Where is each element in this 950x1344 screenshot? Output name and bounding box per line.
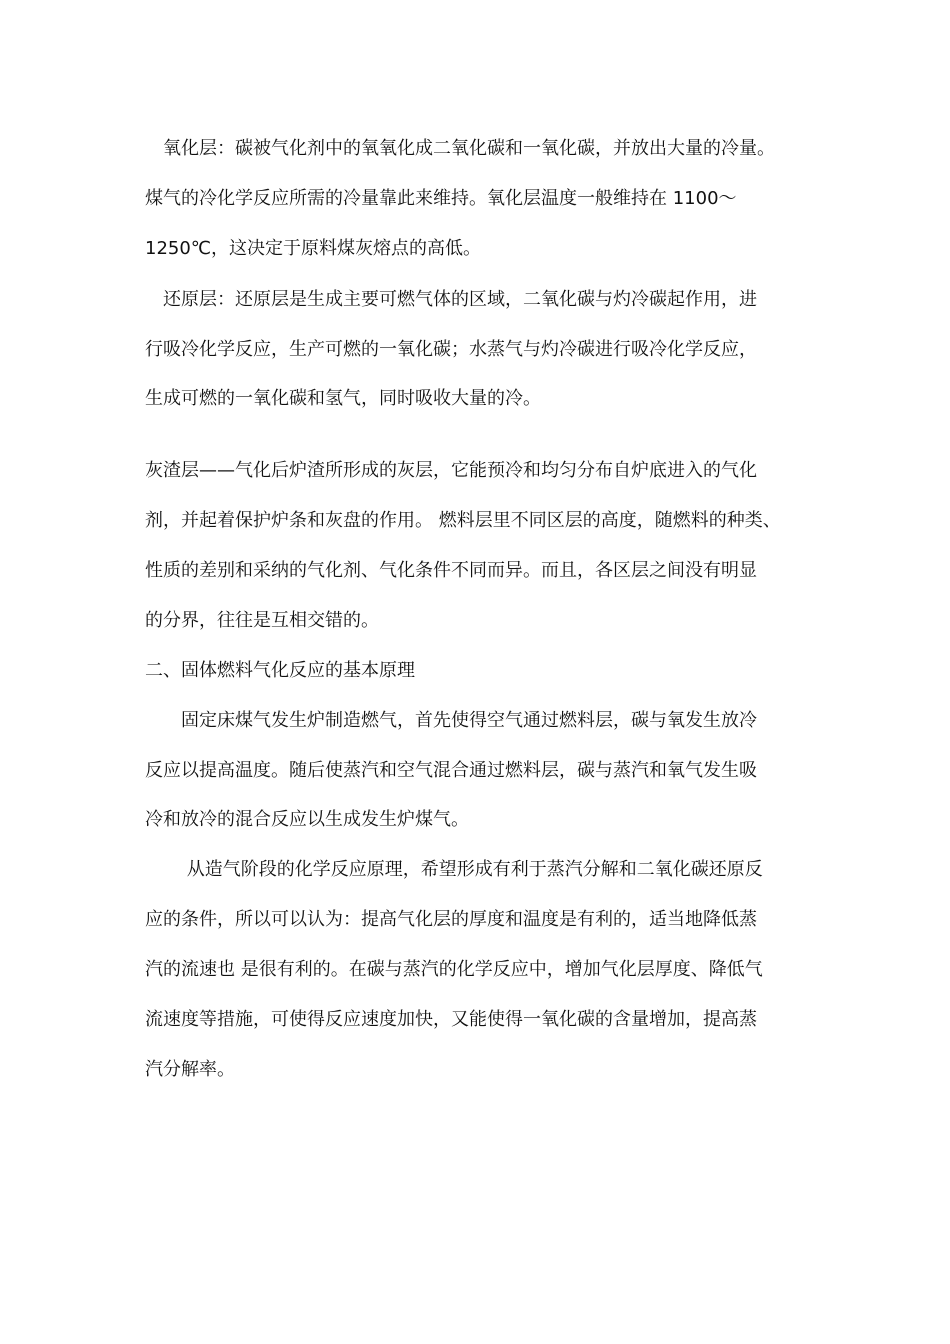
- text-line: 行吸冷化学反应，生产可燃的一氧化碳；水蒸气与灼冷碳进行吸冷化学反应，: [145, 339, 757, 360]
- section-heading: 二、固体燃料气化反应的基本原理: [145, 660, 415, 681]
- text-line: 灰渣层——气化后炉渣所形成的灰层，它能预冷和均匀分布自炉底进入的气化: [145, 460, 757, 481]
- text-line: 应的条件，所以可以认为：提高气化层的厚度和温度是有利的，适当地降低蒸: [145, 909, 757, 930]
- text-line: 反应以提高温度。随后使蒸汽和空气混合通过燃料层，碳与蒸汽和氧气发生吸: [145, 760, 757, 781]
- text-line: 氧化层：碳被气化剂中的氧氧化成二氧化碳和一氧化碳，并放出大量的冷量。: [145, 138, 775, 159]
- text-line: 的分界，往往是互相交错的。: [145, 610, 379, 631]
- text-line: 流速度等措施，可使得反应速度加快，又能使得一氧化碳的含量增加，提高蒸: [145, 1009, 757, 1030]
- text-line: 从造气阶段的化学反应原理，希望形成有利于蒸汽分解和二氧化碳还原反: [145, 859, 763, 880]
- text-line: 煤气的冷化学反应所需的冷量靠此来维持。氧化层温度一般维持在 1100～: [145, 188, 737, 209]
- text-line: 1250℃，这决定于原料煤灰熔点的高低。: [145, 238, 482, 259]
- text-line: 剂，并起着保护炉条和灰盘的作用。 燃料层里不同区层的高度，随燃料的种类、: [145, 510, 781, 531]
- text-line: 性质的差别和采纳的气化剂、气化条件不同而异。而且，各区层之间没有明显: [145, 560, 757, 581]
- text-line: 生成可燃的一氧化碳和氢气，同时吸收大量的冷。: [145, 388, 541, 409]
- text-line: 冷和放冷的混合反应以生成发生炉煤气。: [145, 809, 469, 830]
- text-line: 汽分解率。: [145, 1059, 235, 1080]
- text-line: 汽的流速也 是很有利的。在碳与蒸汽的化学反应中，增加气化层厚度、降低气: [145, 959, 763, 980]
- text-line: 还原层：还原层是生成主要可燃气体的区域，二氧化碳与灼冷碳起作用，进: [145, 289, 757, 310]
- text-line: 固定床煤气发生炉制造燃气，首先使得空气通过燃料层，碳与氧发生放冷: [145, 710, 757, 731]
